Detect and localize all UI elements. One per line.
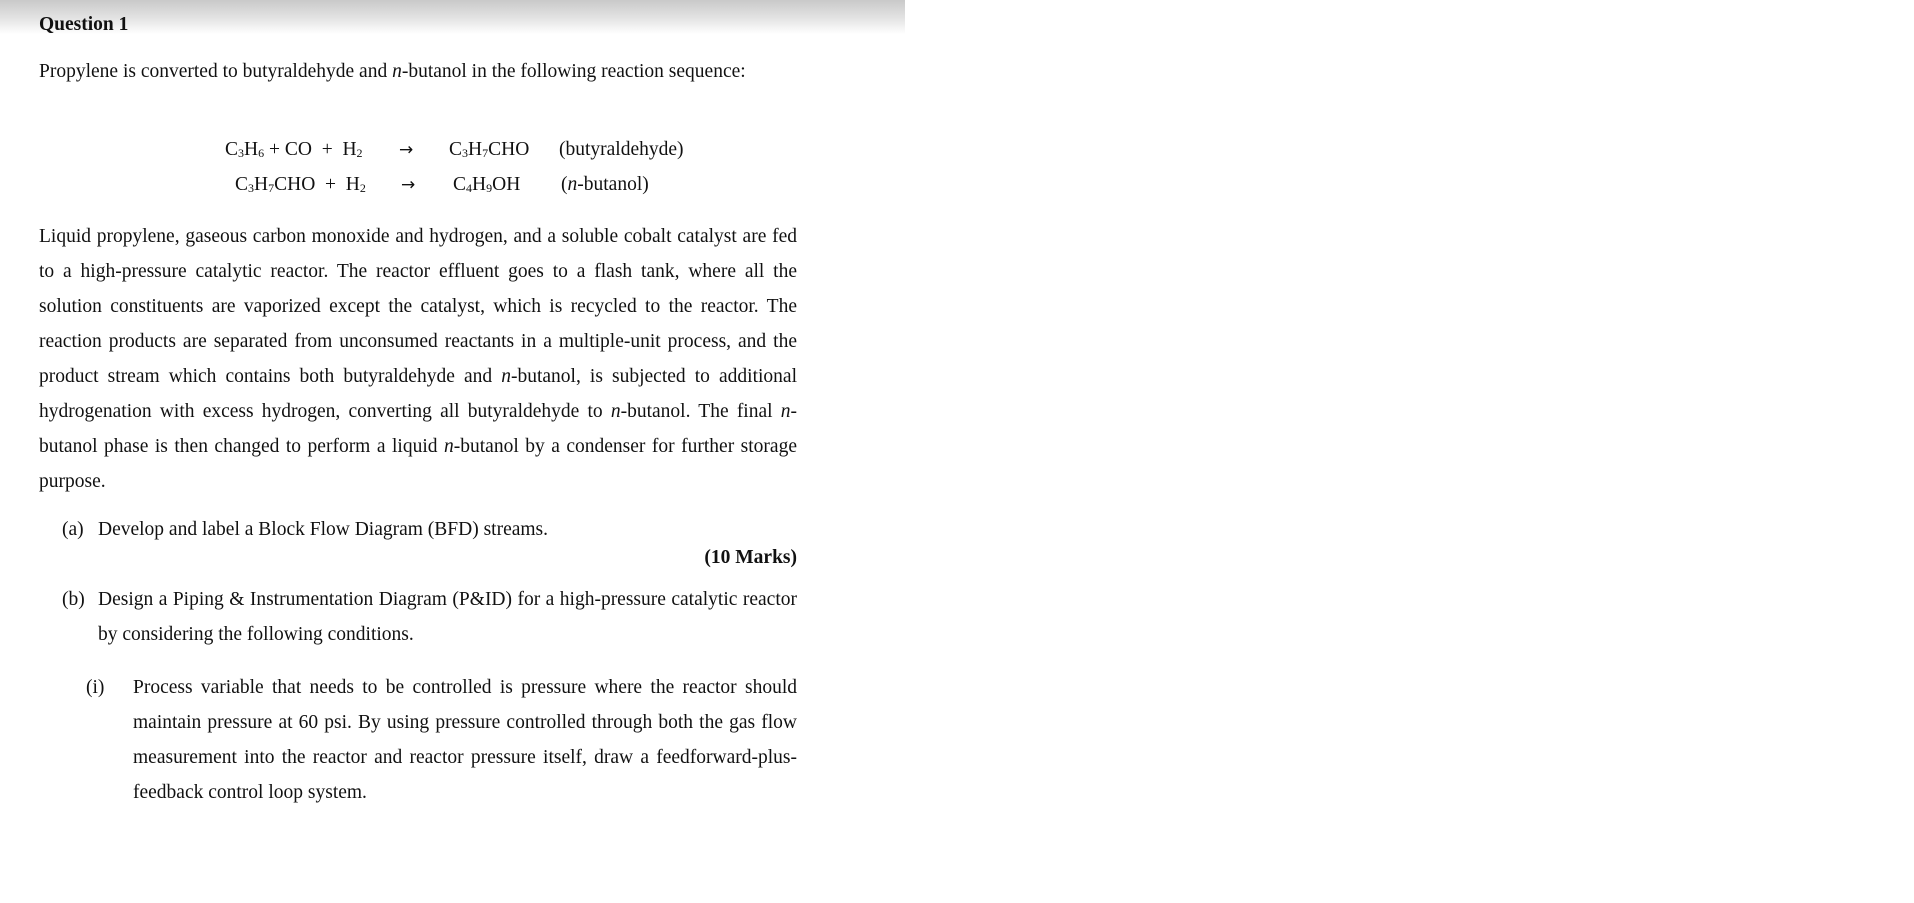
reaction-2-reactants: $C_3H_7CHO + H_2$ bbox=[235, 174, 366, 195]
intro-sentence bbox=[39, 61, 746, 83]
part-a-marks: (10 Marks) bbox=[704, 547, 797, 568]
question-title: Question 1 bbox=[39, 14, 129, 35]
part-b-i-text: Process variable that needs to be controlled is pressure where the reactor should maintain pressure at 60 psi. By using pressure controlled through both the gas flow measurement into the reactor and reactor pressure itself, draw a feedforward-plus-feedback control loop system. bbox=[133, 677, 797, 803]
intro-italic-n: n bbox=[392, 61, 402, 82]
reaction-1-arrow-icon: → bbox=[399, 140, 414, 160]
part-a-label: (a) bbox=[62, 519, 84, 540]
part-a-text: Develop and label a Block Flow Diagram (BFD) streams. bbox=[98, 519, 549, 540]
reaction-2-arrow-icon: → bbox=[401, 175, 416, 195]
intro-text-start: Propylene is converted to butyraldehyde and bbox=[39, 61, 393, 82]
reaction-1-product-name: (butyraldehyde) bbox=[559, 139, 684, 160]
part-b-i-label: (i) bbox=[86, 677, 105, 698]
reaction-2-product-name: (n-butanol) bbox=[561, 174, 649, 195]
reaction-2-product: $C_4H_9OH$ bbox=[453, 174, 521, 195]
reaction-1-product: $C_3H_7CHO$ bbox=[449, 139, 530, 160]
intro-text-end: -butanol in the following reaction sequence: bbox=[401, 61, 746, 82]
reaction-1-reactants: $C_3H_6$ + CO + $H_2$ bbox=[225, 139, 363, 160]
part-b-text: Design a Piping & Instrumentation Diagram (P&ID) for a high-pressure catalytic reactor by considering the following conditions. bbox=[98, 589, 797, 645]
top-shadow-band bbox=[0, 0, 905, 34]
process-description: Liquid propylene, gaseous carbon monoxide and hydrogen, and a soluble cobalt catalyst are fed to a high-pressure catalytic reactor. The reactor effluent goes to a flash tank, where all the solution constituents are vaporized except the catalyst, which is recycled to the reactor. The reaction products are separated from unconsumed reactants in a multiple-unit process, and the product stream which contains both butyraldehyde and n-butanol, is subjected to additional hydrogenation with excess hydrogen, converting all butyraldehyde to n-butanol. The final n-butanol phase is then changed to perform a liquid n-butanol by a condenser for further storage purpose. bbox=[39, 226, 797, 492]
part-b-label: (b) bbox=[62, 589, 85, 610]
